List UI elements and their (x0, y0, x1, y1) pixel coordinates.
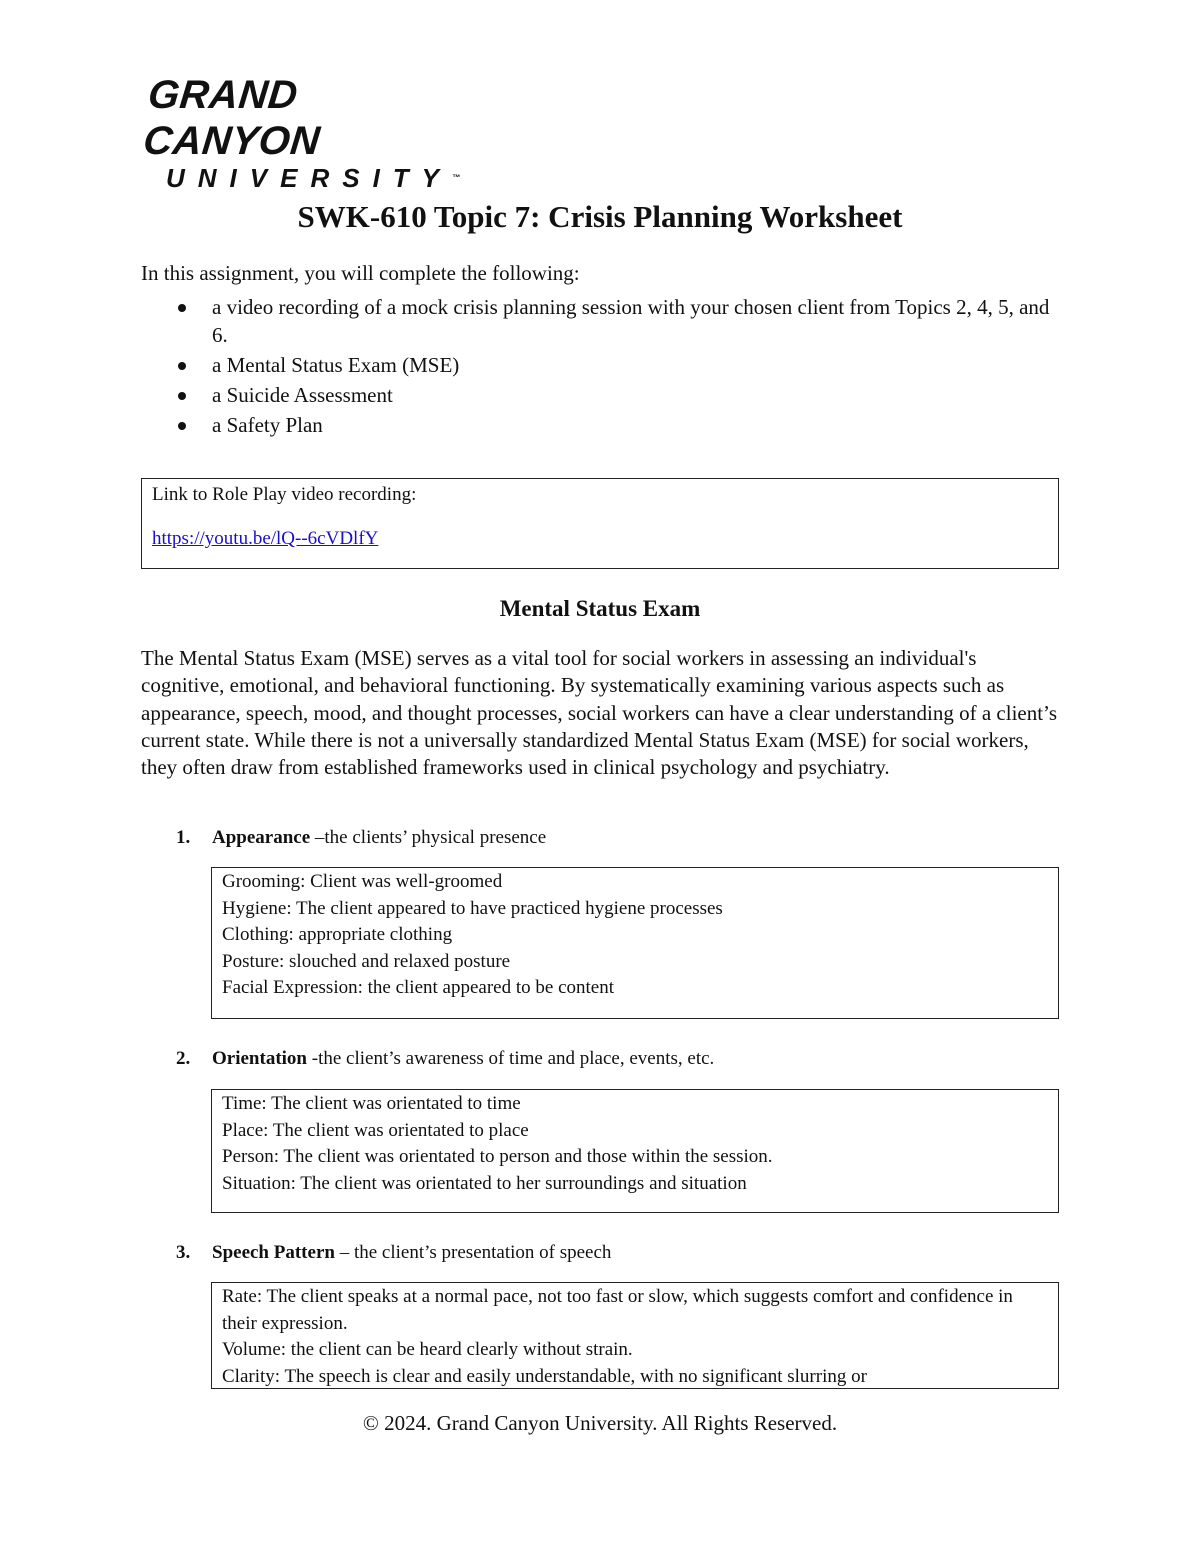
page-title: SWK-610 Topic 7: Crisis Planning Worksheet (297, 199, 903, 234)
box-line: Place: The client was orientated to place (222, 1119, 529, 1141)
box-line: Person: The client was orientated to person and those within the session. (222, 1146, 773, 1168)
bullet-icon (178, 422, 186, 430)
appearance-heading (176, 825, 546, 851)
video-link[interactable]: https://youtu.be/lQ--6cVDlfY (152, 528, 379, 549)
list-item-text: a Suicide Assessment (212, 383, 393, 407)
logo-line-2-text: UNIVERSITY (166, 163, 453, 193)
speech-pattern-box (211, 1282, 1059, 1389)
box-line: Grooming: Client was well-groomed (222, 871, 503, 892)
item-title: Speech Pattern (212, 1242, 335, 1263)
item-desc: –the clients’ physical presence (310, 827, 547, 848)
university-logo (141, 72, 466, 193)
item-title: Orientation (212, 1048, 307, 1069)
intro-text: In this assignment, you will complete the following: (141, 261, 580, 285)
item-desc: -the client’s awareness of time and place, events, etc. (307, 1048, 715, 1069)
bullet-icon (178, 304, 186, 312)
item-title: Appearance (212, 827, 311, 848)
list-item-text: a Mental Status Exam (MSE) (212, 353, 460, 377)
bullet-icon (178, 362, 186, 370)
bullet-icon (178, 392, 186, 400)
box-line: Hygiene: The client appeared to have practiced hygiene processes (222, 897, 723, 919)
logo-trademark: ™ (452, 173, 461, 182)
box-line: Time: The client was orientated to time (222, 1093, 521, 1114)
list-item (141, 411, 1061, 439)
logo-line-2 (166, 164, 466, 192)
logo-line-1: GRAND CANYON (141, 73, 323, 163)
item-number: 2. (176, 1048, 191, 1069)
box-line: Facial Expression: the client appeared to be content (222, 977, 614, 999)
box-line: Rate: The client speaks at a normal pace, not too fast or slow, which suggests comfort and confidence in their expression. (222, 1286, 1013, 1334)
mse-heading: Mental Status Exam (499, 596, 701, 621)
item-number: 1. (176, 827, 191, 848)
item-number: 3. (176, 1242, 191, 1263)
copyright-footer: © 2024. Grand Canyon University. All Rights Reserved. (362, 1411, 838, 1435)
speech-pattern-heading (176, 1240, 611, 1266)
box-line: Volume: the client can be heard clearly without strain. (222, 1339, 633, 1361)
orientation-heading (176, 1046, 714, 1072)
assignment-list (141, 293, 1061, 441)
video-link-box (141, 478, 1059, 569)
box-line: Clothing: appropriate clothing (222, 924, 453, 946)
box-line: Clarity: The speech is clear and easily understandable, with no significant slurring or (222, 1365, 867, 1387)
list-item-text: a video recording of a mock crisis planning session with your chosen client from Topics 2, 4, 5, and 6. (212, 295, 1050, 347)
box-line: Situation: The client was orientated to her surroundings and situation (222, 1172, 747, 1194)
video-link-label: Link to Role Play video recording: (152, 484, 417, 505)
list-item (141, 351, 1061, 379)
mse-paragraph: The Mental Status Exam (MSE) serves as a vital tool for social workers in assessing an individual's cognitive, emotional, and behavioral functioning. By systematically examining various aspects such as appearance, speech, mood, and thought processes, social workers can have a clear understanding of a client’s current state. While there is not a universally standardized Mental Status Exam (MSE) for social workers, they often draw from established frameworks used in clinical psychology and psychiatry. (141, 646, 1058, 780)
list-item (141, 381, 1061, 409)
box-line: Posture: slouched and relaxed posture (222, 950, 511, 972)
appearance-box (211, 867, 1059, 1019)
orientation-box (211, 1089, 1059, 1213)
list-item-text: a Safety Plan (212, 413, 323, 437)
item-desc: – the client’s presentation of speech (334, 1242, 612, 1263)
list-item (141, 293, 1061, 349)
